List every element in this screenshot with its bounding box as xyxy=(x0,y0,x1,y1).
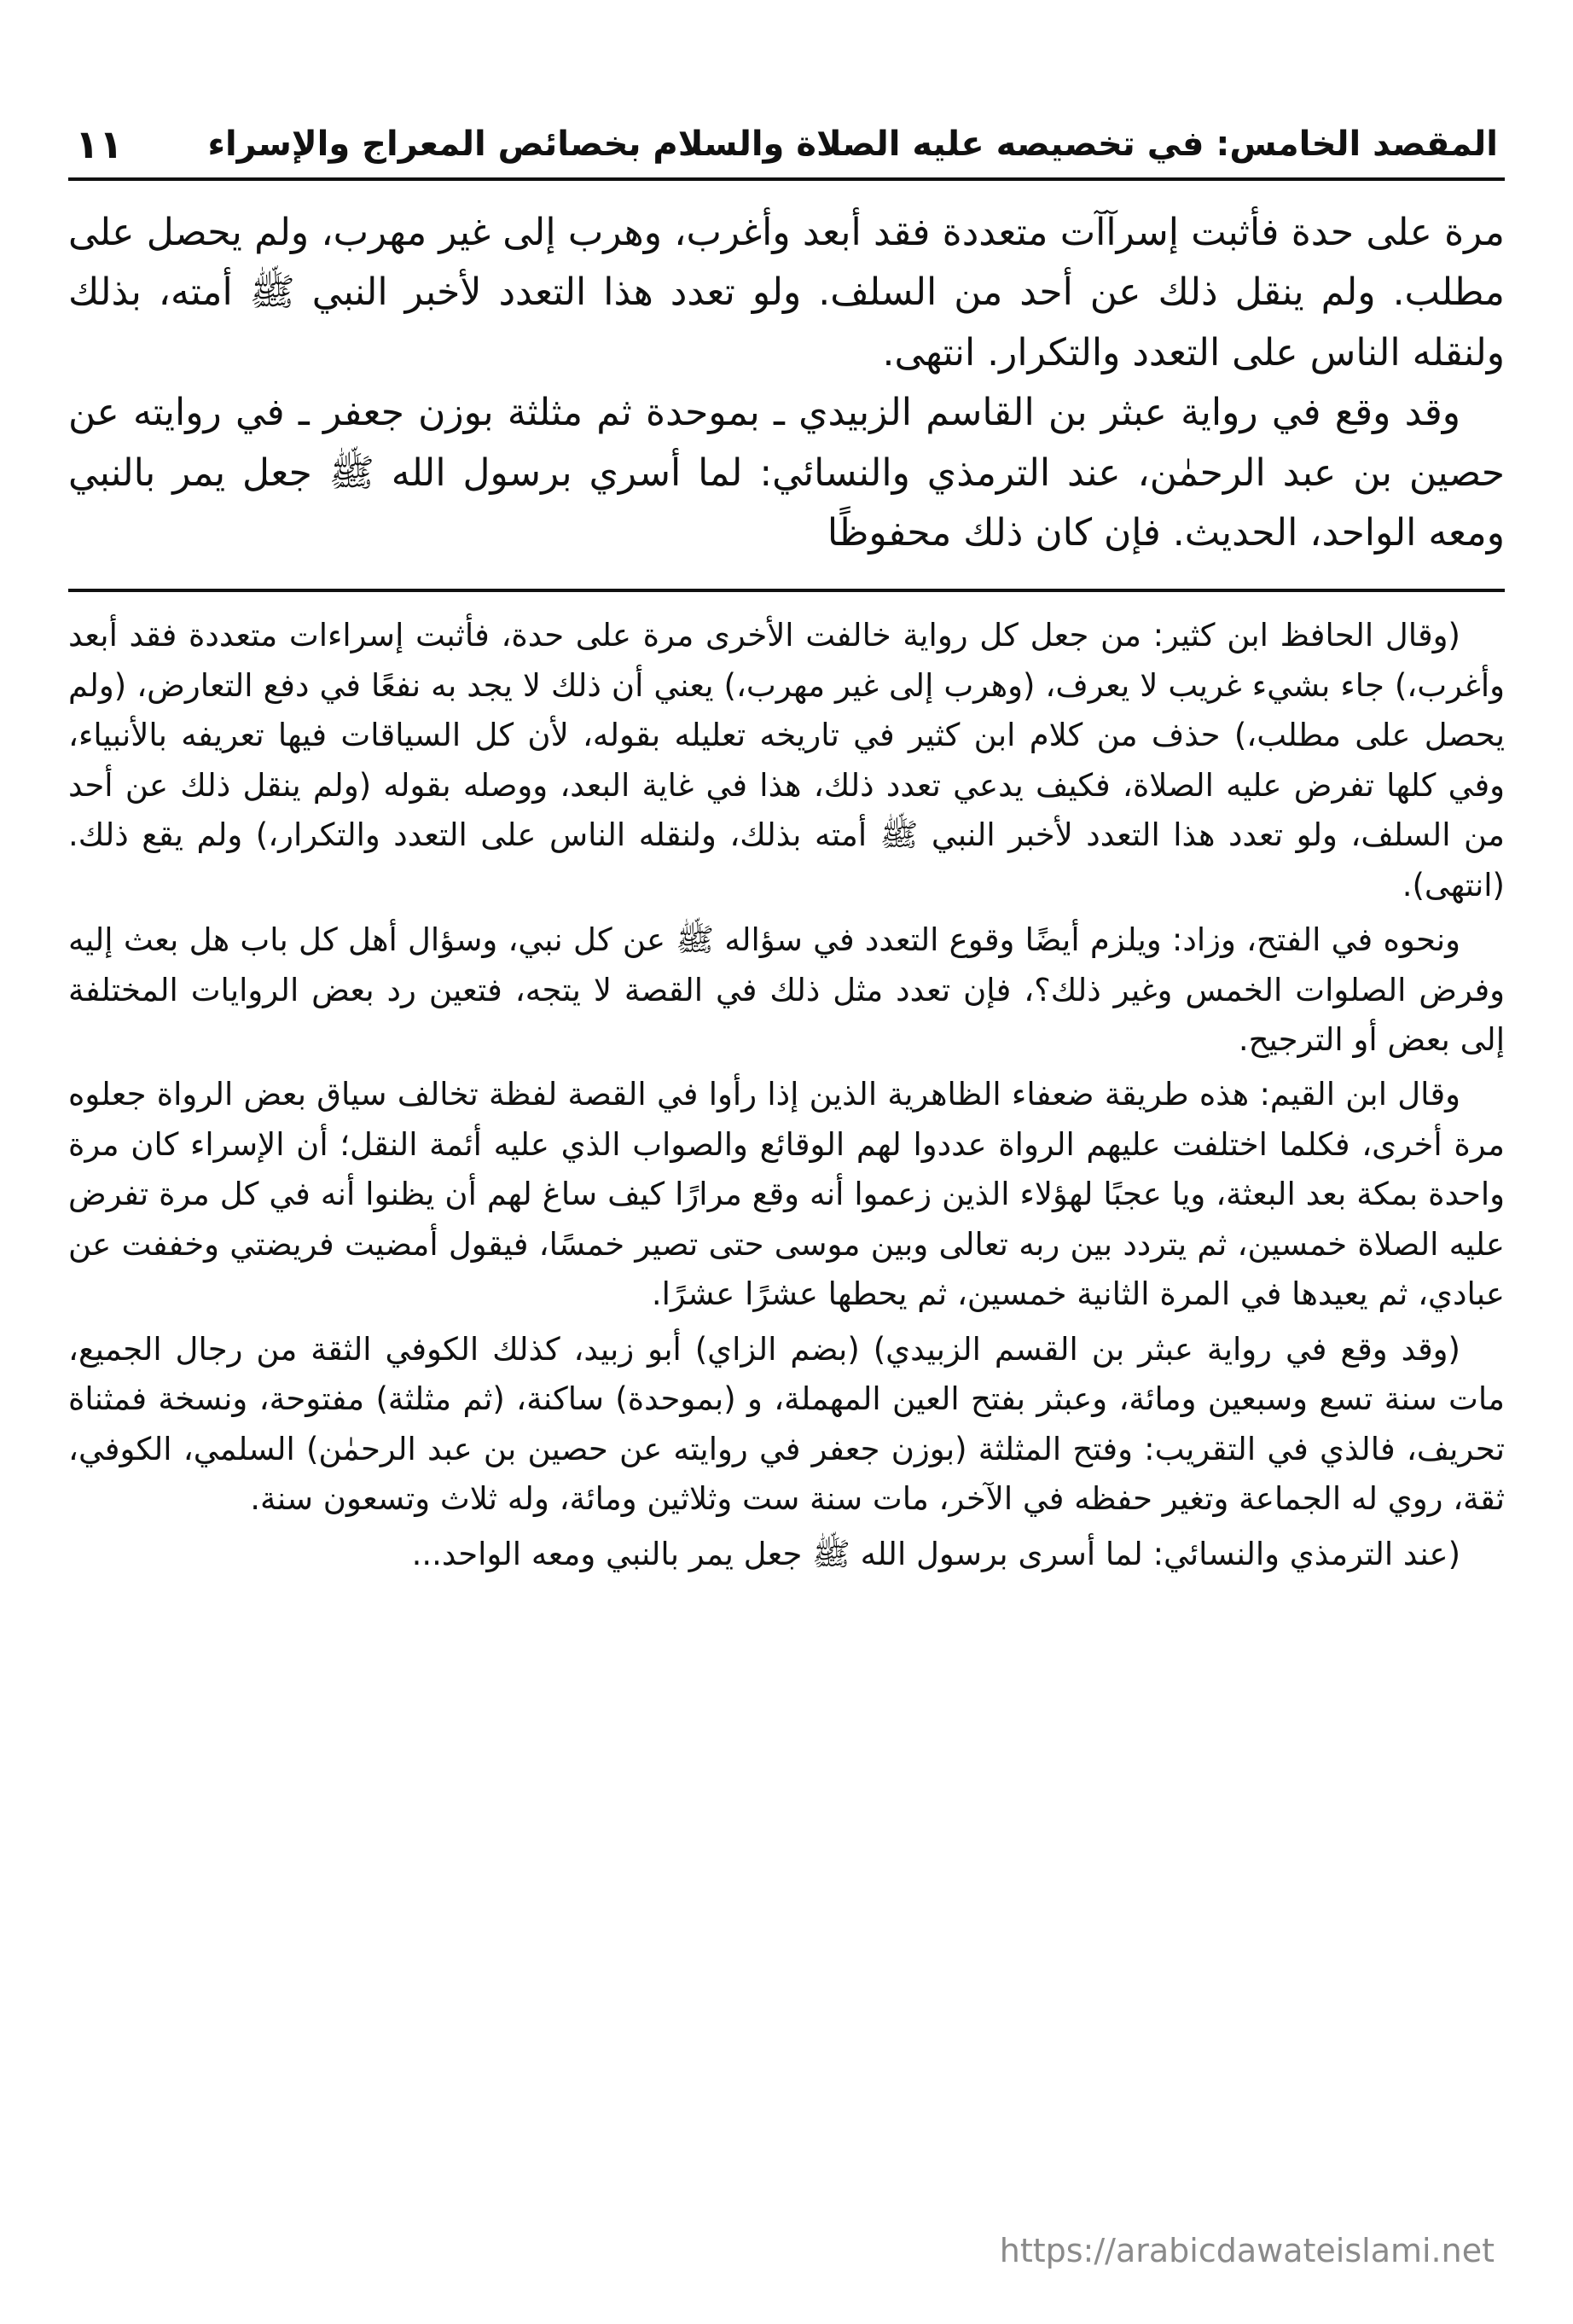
book-page xyxy=(68,96,1505,2280)
page-number: ١١ xyxy=(75,121,124,167)
commentary-paragraph: (عند الترمذي والنسائي: لما أسرى برسول الله ﷺ جعل يمر بالنبي ومعه الواحد... xyxy=(411,1535,1460,1572)
main-paragraph: وقد وقع في رواية عبثر بن القاسم الزبيدي ـ بموحدة ثم مثلثة بوزن جعفر ـ في روايته عن حصين بن عبد الرحمٰن، عند الترمذي والنسائي: لما أسري برسول الله ﷺ جعل يمر بالنبي ومعه الواحد، الحديث. فإن كان ذلك محفوظًا xyxy=(68,391,1505,555)
commentary-text xyxy=(68,611,1505,1579)
header-divider xyxy=(68,177,1505,181)
chapter-title: المقصد الخامس: في تخصيصه عليه الصلاة والسلام بخصائص المعراج والإسراء xyxy=(207,125,1498,164)
running-header xyxy=(68,96,1505,171)
main-text xyxy=(68,203,1505,563)
commentary-paragraph: (وقال الحافظ ابن كثير: من جعل كل رواية خالفت الأخرى مرة على حدة، فأثبت إسراءات متعددة فقد أبعد وأغرب،) جاء بشيء غريب لا يعرف، (وهرب إلى غير مهرب،) يعني أن ذلك لا يجد به نفعًا في دفع التعارض، (ولم يحصل على مطلب،) حذف من كلام ابن كثير في تاريخه تعليله بقوله، لأن كل السياقات فيها تعريفه بالأنبياء، وفي كلها تفرض عليه الصلاة، فكيف يدعي تعدد ذلك، هذا في غاية البعد، ووصله بقوله (ولم ينقل ذلك عن أحد من السلف، ولو تعدد هذا التعدد لأخبر النبي ﷺ أمته بذلك، ولنقله الناس على التعدد والتكرار،) ولم يقع ذلك. (انتهى). xyxy=(68,617,1505,903)
main-paragraph: مرة على حدة فأثبت إسرآآت متعددة فقد أبعد وأغرب، وهرب إلى غير مهرب، ولم يحصل على مطلب. ولم ينقل ذلك عن أحد من السلف. ولو تعدد هذا التعدد لأخبر النبي ﷺ أمته، بذلك ولنقله الناس على التعدد والتكرار. انتهى. xyxy=(68,211,1505,375)
watermark: https://arabicdawateislami.net xyxy=(999,2232,1495,2269)
commentary-divider xyxy=(68,589,1505,592)
commentary-paragraph: وقال ابن القيم: هذه طريقة ضعفاء الظاهرية الذين إذا رأوا في القصة لفظة تخالف سياق بعض الرواة جعلوه مرة أخرى، فكلما اختلفت عليهم الرواة عددوا لهم الوقائع والصواب الذي عليه أئمة النقل؛ أن الإسراء كان مرة واحدة بمكة بعد البعثة، ويا عجبًا لهؤلاء الذين زعموا أنه وقع مرارًا كيف ساغ لهم أن يظنوا أنه في كل مرة تفرض عليه الصلاة خمسين، ثم يتردد بين ربه تعالى وبين موسى حتى تصير خمسًا، فيقول أمضيت فريضتي وخففت عن عبادي، ثم يعيدها في المرة الثانية خمسين، ثم يحطها عشرًا عشرًا. xyxy=(68,1076,1505,1313)
commentary-paragraph: ونحوه في الفتح، وزاد: ويلزم أيضًا وقوع التعدد في سؤاله ﷺ عن كل نبي، وسؤال أهل كل باب هل بعث إليه وفرض الصلوات الخمس وغير ذلك؟، فإن تعدد مثل ذلك في القصة لا يتجه، فتعين رد بعض الروايات المختلفة إلى بعض أو الترجيح. xyxy=(68,921,1505,1058)
commentary-paragraph: (وقد وقع في رواية عبثر بن القسم الزبيدي) (بضم الزاي) أبو زبيد، كذلك الكوفي الثقة من رجال الجميع، مات سنة تسع وسبعين ومائة، وعبثر بفتح العين المهملة، و (بموحدة) ساكنة، (ثم مثلثة) مفتوحة، ونسخة فمثناة تحريف، فالذي في التقريب: وفتح المثلثة (بوزن جعفر في روايته عن حصين بن عبد الرحمٰن) السلمي، الكوفي، ثقة، روي له الجماعة وتغير حفظه في الآخر، مات سنة ست وثلاثين ومائة، وله ثلاث وتسعون سنة. xyxy=(68,1330,1505,1518)
